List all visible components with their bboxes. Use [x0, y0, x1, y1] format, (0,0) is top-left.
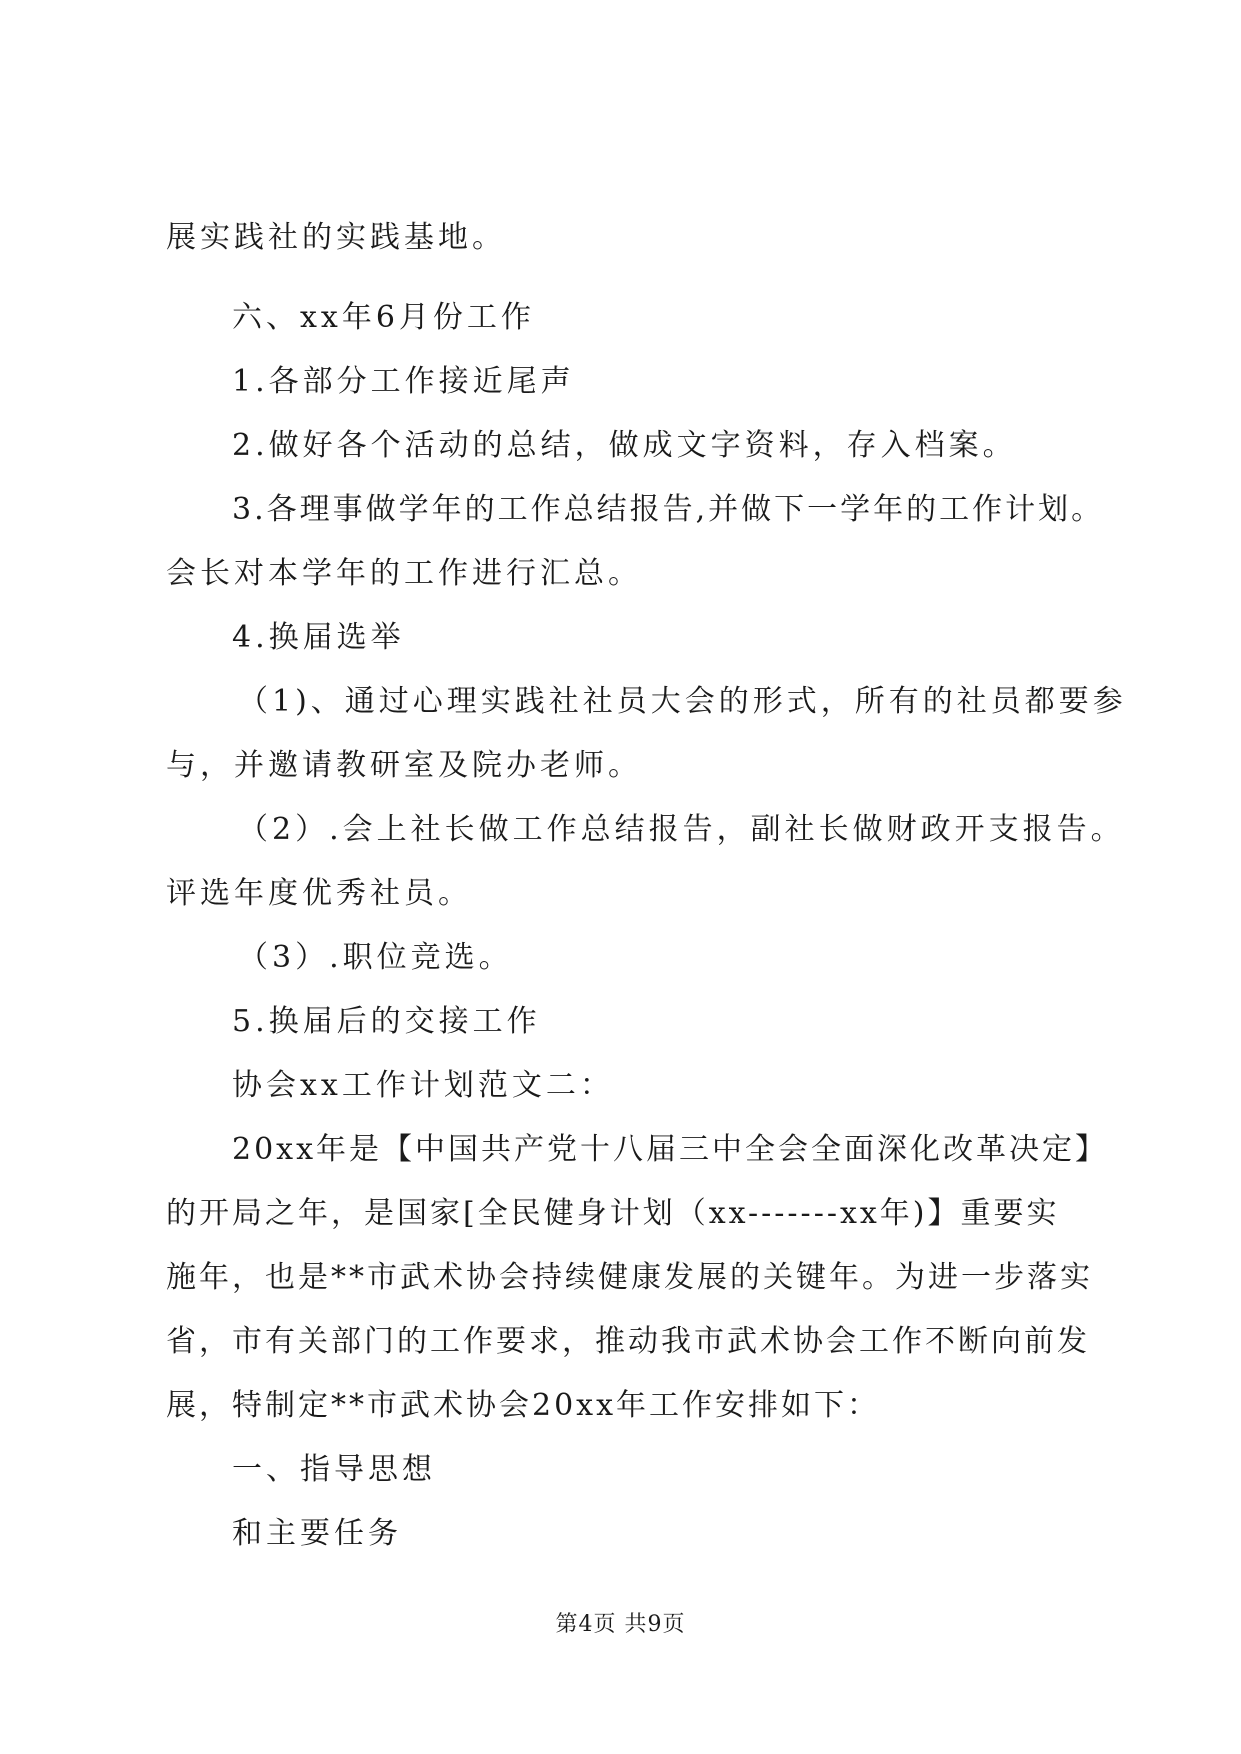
body-text-line: 展，特制定**市武术协会20xx年工作安排如下：: [166, 1388, 881, 1423]
list-item: 2.做好各个活动的总结，做成文字资料，存入档案。: [232, 428, 1017, 463]
list-item: 5.换届后的交接工作: [232, 1004, 541, 1039]
sub-list-item: （3）.职位竞选。: [238, 940, 513, 975]
list-item: 4.换届选举: [232, 620, 405, 655]
body-text-line: 评选年度优秀社员。: [166, 876, 472, 911]
body-text-line: 和主要任务: [232, 1516, 402, 1551]
sub-list-item: （2）.会上社长做工作总结报告，副社长做财政开支报告。: [238, 812, 1125, 847]
section-heading-guiding-thought: 一、指导思想: [232, 1452, 436, 1487]
list-item: 3.各理事做学年的工作总结报告,并做下一学年的工作计划。: [232, 492, 1105, 527]
body-text-line: 施年，也是**市武术协会持续健康发展的关键年。为进一步落实: [166, 1260, 1093, 1295]
body-text-line: 的开局之年，是国家[全民健身计划（xx-------xx年)】重要实: [166, 1196, 1060, 1231]
body-text-line: 20xx年是【中国共产党十八届三中全会全面深化改革决定】: [232, 1132, 1109, 1167]
list-item: 1.各部分工作接近尾声: [232, 364, 575, 399]
body-text-line: 展实践社的实践基地。: [166, 220, 506, 255]
body-text-line: 省，市有关部门的工作要求，推动我市武术协会工作不断向前发: [166, 1324, 1090, 1359]
section-heading-sample-two: 协会xx工作计划范文二：: [232, 1068, 614, 1103]
section-heading-june-work: 六、xx年6月份工作: [232, 300, 535, 335]
body-text-line: 与，并邀请教研室及院办老师。: [166, 748, 642, 783]
page-number-footer: 第4页 共9页: [555, 1612, 686, 1637]
body-text-line: 会长对本学年的工作进行汇总。: [166, 556, 642, 591]
sub-list-item: （1)、通过心理实践社社员大会的形式，所有的社员都要参: [238, 684, 1127, 719]
